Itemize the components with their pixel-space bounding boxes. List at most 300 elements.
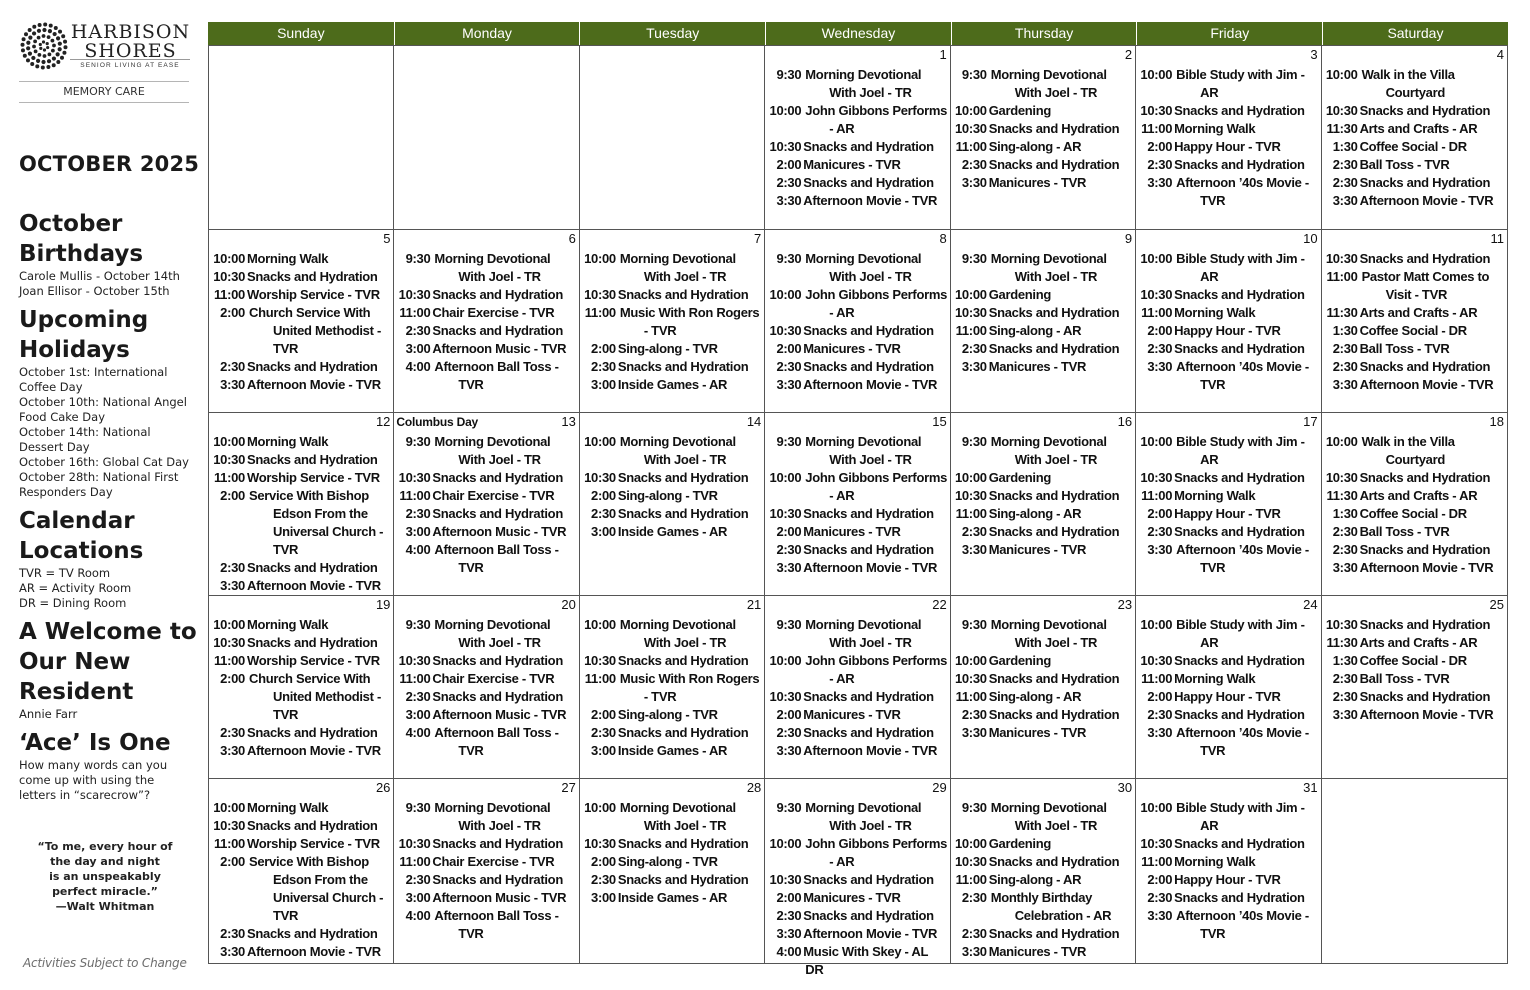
event-time: 3:30 [961, 725, 987, 740]
event-title: Morning Walk [247, 251, 329, 266]
event-title: Coffee Social - DR [1359, 653, 1467, 668]
event-title: Morning Devotional With Joel - TR [434, 434, 551, 467]
day-number: 23 [1117, 597, 1133, 612]
brand-name-line2: SHORES [84, 40, 177, 62]
event-title: Snacks and Hydration [988, 671, 1120, 686]
event-item [1138, 286, 1319, 304]
event-time: 2:30 [1147, 157, 1173, 172]
event-time: 2:30 [220, 359, 245, 374]
event-list [953, 433, 1134, 559]
event-title: Morning Devotional With Joel - TR [805, 434, 922, 467]
event-item [396, 358, 577, 394]
event-item [211, 670, 392, 724]
event-time: 10:30 [769, 323, 802, 338]
day-number: 27 [561, 780, 576, 795]
event-time: 2:30 [1147, 707, 1173, 722]
event-item [767, 469, 948, 505]
event-item [396, 652, 577, 670]
event-time: 2:00 [776, 890, 802, 905]
event-time: 3:00 [405, 524, 431, 539]
event-title: Afternoon ’40s Movie - TVR [1176, 725, 1309, 758]
event-time: 10:00 [954, 653, 987, 668]
event-item [953, 322, 1134, 340]
event-time: 2:30 [220, 725, 245, 740]
event-time: 9:30 [776, 251, 802, 266]
day-number: 7 [754, 231, 762, 246]
event-title: Snacks and Hydration [803, 872, 934, 887]
event-item [582, 340, 763, 358]
event-title: Inside Games - AR [617, 890, 728, 905]
event-item [1138, 871, 1319, 889]
day-number: 9 [1124, 231, 1133, 246]
welcome-title-line: A Welcome to [19, 619, 197, 645]
event-time: 10:30 [398, 653, 431, 668]
event-time: 3:30 [961, 944, 987, 959]
event-item [1138, 358, 1319, 394]
event-time: 2:00 [776, 524, 802, 539]
event-title: Morning Devotional With Joel - TR [434, 800, 551, 833]
event-title: Arts and Crafts - AR [1359, 488, 1478, 503]
event-item [1138, 487, 1319, 505]
event-time: 11:00 [584, 671, 616, 686]
event-title: Snacks and Hydration [988, 707, 1120, 722]
event-item [953, 871, 1134, 889]
event-title: Snacks and Hydration [1359, 470, 1491, 485]
event-title: Morning Devotional With Joel - TR [805, 251, 922, 284]
event-time: 4:00 [405, 725, 431, 740]
birthdays-title-line: October [19, 211, 123, 237]
event-time: 10:30 [954, 305, 987, 320]
event-time: 3:30 [220, 377, 245, 392]
event-title: Snacks and Hydration [247, 926, 378, 941]
event-title: Sing-along - AR [988, 506, 1082, 521]
empty-day-cell [209, 46, 394, 230]
event-time: 2:30 [961, 926, 987, 941]
holidays-title-line: Upcoming [19, 307, 149, 333]
event-title: Coffee Social - DR [1359, 139, 1467, 154]
event-title: Snacks and Hydration [432, 470, 563, 485]
empty-day-cell [394, 46, 579, 230]
event-title: Snacks and Hydration [617, 506, 749, 521]
event-title: John Gibbons Performs - AR [805, 470, 948, 503]
day-cell [765, 779, 950, 977]
event-time: 10:30 [769, 139, 802, 154]
event-item [211, 250, 392, 268]
event-title: Snacks and Hydration [247, 818, 378, 833]
event-time: 2:30 [1147, 890, 1173, 905]
day-cell [765, 230, 950, 413]
event-time: 11:00 [213, 653, 245, 668]
event-item [1324, 268, 1506, 304]
event-title: Morning Devotional With Joel - TR [619, 251, 736, 284]
day-cell [580, 779, 765, 963]
event-list [396, 616, 577, 760]
sidebar-sections [19, 209, 201, 809]
event-item [582, 505, 763, 523]
event-time: 10:30 [954, 671, 987, 686]
sidebar [0, 0, 205, 990]
event-item [953, 174, 1134, 192]
event-title: Snacks and Hydration [1359, 689, 1491, 704]
day-number: 18 [1489, 414, 1504, 429]
event-title: Worship Service - TVR [247, 287, 380, 302]
event-time: 10:00 [769, 653, 802, 668]
location-key: AR = Activity Room [19, 581, 132, 595]
event-item [1324, 156, 1506, 174]
event-title: Morning Devotional With Joel - TR [805, 67, 922, 100]
event-item [767, 358, 948, 376]
event-time: 2:30 [1332, 524, 1358, 539]
event-item [582, 889, 763, 907]
event-title: Snacks and Hydration [1174, 890, 1305, 905]
event-time: 3:30 [220, 578, 245, 593]
event-item [1138, 724, 1319, 760]
event-item [582, 871, 763, 889]
holidays-title-line: Holidays [19, 337, 130, 363]
event-list [582, 799, 763, 907]
event-item [582, 286, 763, 304]
event-list [396, 433, 577, 577]
event-title: Morning Walk [1174, 488, 1256, 503]
event-time: 10:30 [1325, 470, 1358, 485]
event-title: Snacks and Hydration [803, 506, 934, 521]
event-item [396, 250, 577, 286]
event-time: 2:00 [1147, 872, 1173, 887]
event-time: 2:30 [591, 725, 616, 740]
event-list [211, 799, 392, 961]
welcome-title-line: Resident [19, 679, 134, 705]
event-item [396, 889, 577, 907]
event-title: Morning Devotional With Joel - TR [434, 617, 551, 650]
event-item [1138, 853, 1319, 871]
event-time: 3:30 [1332, 707, 1358, 722]
day-number: 11 [1490, 231, 1504, 246]
day-cell [951, 230, 1136, 413]
event-item [211, 487, 392, 559]
event-item [1138, 523, 1319, 541]
event-time: 10:00 [213, 251, 245, 266]
event-title: Inside Games - AR [617, 377, 728, 392]
day-number: 14 [746, 414, 762, 429]
event-title: Church Service With United Methodist - TVR [249, 305, 381, 356]
day-number: 12 [375, 414, 391, 429]
puzzle-line: letters in “scarecrow”? [19, 788, 151, 802]
event-title: Ball Toss - TVR [1359, 341, 1450, 356]
event-item [767, 174, 948, 192]
event-item [1138, 688, 1319, 706]
event-item [1138, 907, 1319, 943]
event-time: 11:30 [1326, 305, 1358, 320]
event-item [767, 724, 948, 742]
event-list [396, 799, 577, 943]
event-time: 2:30 [961, 157, 987, 172]
event-title: Afternoon Movie - TVR [1359, 193, 1494, 208]
event-title: Snacks and Hydration [988, 926, 1120, 941]
location-key: DR = Dining Room [19, 596, 127, 610]
holiday-line: October 14th: National [19, 425, 151, 439]
event-list [1324, 250, 1506, 394]
day-cell [394, 779, 579, 963]
event-title: Snacks and Hydration [617, 725, 749, 740]
day-number: 5 [383, 231, 391, 246]
event-time: 11:00 [213, 836, 245, 851]
event-item [1138, 505, 1319, 523]
event-item [1324, 688, 1506, 706]
event-time: 10:30 [584, 470, 616, 485]
event-item [396, 853, 577, 871]
event-list [1324, 66, 1506, 210]
event-item [953, 943, 1134, 961]
event-item [1324, 120, 1506, 138]
event-item [396, 907, 577, 943]
event-item [1138, 304, 1319, 322]
event-item [1324, 433, 1506, 469]
event-title: Afternoon Movie - TVR [803, 926, 938, 941]
event-title: Sing-along - AR [988, 323, 1082, 338]
event-time: 10:30 [398, 287, 431, 302]
event-item [211, 616, 392, 634]
event-title: Worship Service - TVR [247, 836, 380, 851]
puzzle-line: How many words can you [19, 758, 168, 772]
event-title: John Gibbons Performs - AR [805, 653, 948, 686]
holidays-section [19, 305, 201, 500]
event-item [396, 523, 577, 541]
event-item [211, 634, 392, 652]
event-item [396, 871, 577, 889]
event-time: 11:00 [1141, 488, 1173, 503]
day-cell [951, 413, 1136, 596]
event-item [767, 706, 948, 724]
event-item [1138, 340, 1319, 358]
event-title: Snacks and Hydration [1359, 617, 1491, 632]
event-item [1324, 174, 1506, 192]
event-title: John Gibbons Performs - AR [805, 103, 948, 136]
event-item [582, 304, 763, 340]
event-title: Music With Ron Rogers - TVR [619, 305, 760, 338]
weekday-tuesday: Tuesday [579, 22, 765, 45]
event-title: Snacks and Hydration [247, 635, 378, 650]
event-title: Afternoon Movie - TVR [803, 743, 938, 758]
event-time: 2:30 [961, 524, 987, 539]
event-title: Morning Devotional With Joel - TR [619, 617, 736, 650]
event-title: Afternoon ’40s Movie - TVR [1176, 175, 1309, 208]
welcome-section [19, 617, 201, 722]
event-time: 3:30 [1332, 193, 1358, 208]
event-title: Gardening [988, 287, 1052, 302]
event-time: 10:30 [769, 506, 802, 521]
event-item [1138, 250, 1319, 286]
event-title: Morning Devotional With Joel - TR [990, 251, 1107, 284]
day-number: 8 [939, 231, 947, 246]
event-title: Ball Toss - TVR [1359, 157, 1450, 172]
event-item [396, 541, 577, 577]
event-title: Snacks and Hydration [803, 908, 934, 923]
event-time: 2:00 [591, 854, 616, 869]
event-time: 10:00 [954, 287, 987, 302]
welcome-title-line: Our New [19, 649, 131, 675]
event-time: 2:30 [405, 872, 431, 887]
event-time: 10:30 [398, 470, 431, 485]
holidays-title [19, 305, 201, 365]
event-title: Morning Devotional With Joel - TR [990, 800, 1107, 833]
event-title: Snacks and Hydration [617, 836, 749, 851]
event-item [1324, 706, 1506, 724]
event-title: Afternoon Music - TVR [432, 890, 567, 905]
event-time: 10:30 [954, 854, 987, 869]
event-item [582, 433, 763, 469]
event-list [582, 250, 763, 394]
event-list [211, 433, 392, 595]
event-title: Snacks and Hydration [803, 689, 934, 704]
event-list [953, 66, 1134, 192]
event-title: Sing-along - AR [988, 689, 1082, 704]
event-item [582, 652, 763, 670]
event-item [211, 853, 392, 925]
day-number: 25 [1489, 597, 1504, 612]
event-list [767, 433, 948, 577]
event-time: 3:30 [1147, 359, 1173, 374]
event-time: 3:30 [1147, 908, 1173, 923]
event-item [953, 250, 1134, 286]
event-title: Snacks and Hydration [247, 725, 378, 740]
event-item [953, 541, 1134, 559]
day-cell [1322, 230, 1507, 413]
event-title: Afternoon Movie - TVR [803, 377, 938, 392]
event-item [1138, 120, 1319, 138]
event-list [767, 250, 948, 394]
event-time: 2:30 [1147, 524, 1173, 539]
event-time: 9:30 [776, 800, 802, 815]
day-number: 19 [375, 597, 391, 612]
event-title: Service With Bishop Edson From the Universal Church - TVR [249, 488, 384, 557]
locations-title-line: Calendar [19, 508, 135, 534]
event-item [767, 652, 948, 688]
day-cell [580, 413, 765, 596]
event-time: 2:30 [1332, 689, 1358, 704]
event-time: 11:00 [399, 671, 431, 686]
event-item [1138, 652, 1319, 670]
event-title: Afternoon ’40s Movie - TVR [1176, 542, 1309, 575]
event-time: 10:30 [1140, 653, 1173, 668]
event-time: 2:00 [220, 488, 245, 503]
event-item [211, 433, 392, 451]
event-time: 10:00 [584, 434, 616, 449]
event-title: Arts and Crafts - AR [1359, 635, 1478, 650]
event-time: 4:00 [405, 542, 431, 557]
event-item [396, 835, 577, 853]
day-number: 22 [932, 597, 947, 612]
event-title: Gardening [988, 103, 1052, 118]
event-title: Morning Devotional With Joel - TR [619, 434, 736, 467]
event-item [767, 156, 948, 174]
event-item [1324, 304, 1506, 322]
event-time: 2:00 [1147, 139, 1173, 154]
event-time: 2:00 [776, 157, 802, 172]
event-item [582, 250, 763, 286]
event-time: 9:30 [405, 434, 431, 449]
event-title: Music With Ron Rogers - TVR [619, 671, 760, 704]
event-item [1138, 433, 1319, 469]
section-label: MEMORY CARE [19, 81, 189, 103]
event-title: Snacks and Hydration [1359, 542, 1491, 557]
event-list [582, 433, 763, 541]
event-title: Sing-along - AR [988, 139, 1082, 154]
event-title: Afternoon Ball Toss - TVR [434, 908, 559, 941]
event-time: 2:30 [961, 707, 987, 722]
day-cell [580, 230, 765, 413]
event-item [953, 616, 1134, 652]
event-item [953, 889, 1134, 925]
event-item [767, 286, 948, 322]
event-time: 10:00 [1140, 67, 1173, 82]
event-item [1324, 634, 1506, 652]
event-time: 10:30 [213, 635, 245, 650]
event-item [953, 670, 1134, 688]
event-title: Morning Devotional With Joel - TR [990, 617, 1107, 650]
event-time: 10:30 [584, 836, 616, 851]
event-title: Morning Walk [1174, 305, 1256, 320]
event-time: 10:30 [954, 488, 987, 503]
event-item [1324, 652, 1506, 670]
event-title: Coffee Social - DR [1359, 323, 1467, 338]
event-title: John Gibbons Performs - AR [805, 836, 948, 869]
event-time: 1:30 [1332, 653, 1358, 668]
event-item [582, 523, 763, 541]
event-title: Snacks and Hydration [247, 269, 378, 284]
event-title: Snacks and Hydration [1359, 359, 1491, 374]
event-time: 9:30 [961, 800, 987, 815]
weekday-saturday: Saturday [1322, 22, 1508, 45]
event-list [211, 616, 392, 760]
event-item [396, 487, 577, 505]
event-time: 10:00 [584, 800, 616, 815]
event-time: 10:30 [1140, 287, 1173, 302]
event-time: 3:30 [776, 377, 802, 392]
day-cell [1136, 779, 1321, 963]
day-cell [394, 413, 579, 596]
birthdays-title-line: Birthdays [19, 241, 144, 267]
event-item [767, 871, 948, 889]
day-cell [1136, 596, 1321, 779]
event-item [211, 943, 392, 961]
event-time: 9:30 [961, 434, 987, 449]
event-title: Afternoon Music - TVR [432, 524, 567, 539]
event-title: Snacks and Hydration [432, 506, 563, 521]
event-time: 11:00 [399, 305, 431, 320]
event-time: 10:30 [954, 121, 987, 136]
event-title: Afternoon Movie - TVR [1359, 560, 1494, 575]
event-time: 10:30 [769, 872, 802, 887]
event-title: Inside Games - AR [617, 743, 728, 758]
day-cell [1136, 413, 1321, 596]
event-list [211, 250, 392, 394]
event-title: Snacks and Hydration [1174, 287, 1305, 302]
event-title: Afternoon ’40s Movie - TVR [1176, 908, 1309, 941]
day-cell [951, 596, 1136, 779]
day-cell [209, 596, 394, 779]
event-time: 10:00 [954, 470, 987, 485]
event-item [767, 376, 948, 394]
event-item [396, 670, 577, 688]
event-title: Snacks and Hydration [988, 121, 1120, 136]
event-item [767, 505, 948, 523]
event-title: Manicures - TVR [988, 542, 1087, 557]
event-time: 11:00 [1141, 305, 1173, 320]
event-item [953, 120, 1134, 138]
dotted-circle-logo-icon [20, 22, 70, 72]
event-item [582, 724, 763, 742]
event-title: Afternoon Movie - TVR [803, 193, 938, 208]
